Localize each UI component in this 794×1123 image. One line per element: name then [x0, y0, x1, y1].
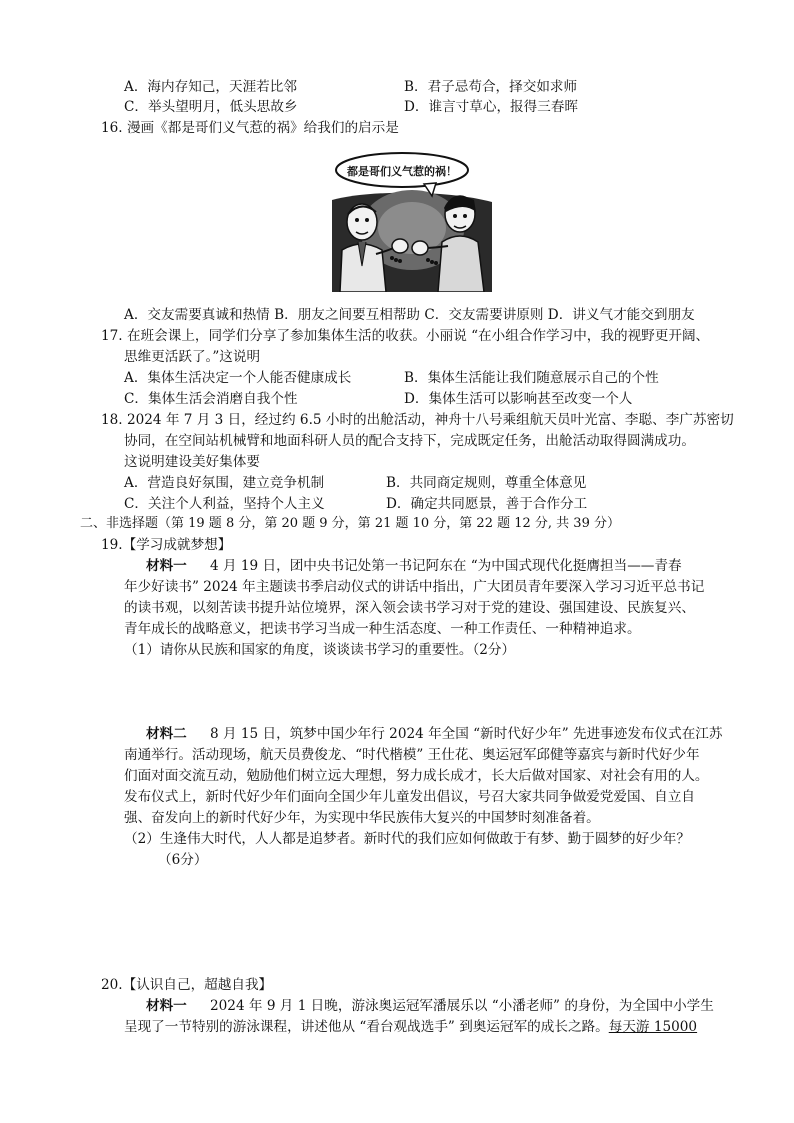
q18-option-d: D．确定共同愿景，善于合作分工: [386, 496, 588, 512]
q19-question-2-line-1: （2）生逢伟大时代，人人都是追梦者。新时代的我们应如何做敢于有梦、勤于圆梦的好少年？: [124, 831, 690, 847]
q18-stem-line-2: 协同，在空间站机械臂和地面科研人员的配合支持下，完成既定任务，出舱活动取得圆满成功。: [124, 433, 695, 449]
q18-stem-line-3: 这说明建设美好集体要: [124, 454, 260, 470]
q19-question-1: （1）请你从民族和国家的角度，谈谈读书学习的重要性。（2分）: [124, 642, 516, 658]
q20-material-one-line-2-text: 呈现了一节特别的游泳课程，讲述他从 “看台观战选手” 到奥运冠军的成长之路。: [124, 1019, 609, 1035]
q15-option-c: C．举头望明月，低头思故乡: [124, 99, 298, 115]
q17-stem-line-2: 思维更活跃了。”这说明: [124, 349, 261, 365]
q18-option-b: B．共同商定规则，尊重全体意见: [386, 475, 587, 491]
q18-option-a: A．营造良好氛围，建立竞争机制: [124, 475, 325, 491]
q18-option-c: C．关注个人利益，坚持个人主义: [124, 496, 325, 512]
q20-material-one-line-1: 2024 年 9 月 1 日晚，游泳奥运冠军潘展乐以 “小潘老师” 的身份，为全国中小学生: [210, 998, 714, 1014]
q20-material-one-label: 材料一: [146, 998, 187, 1014]
q19-material-one-line-1: 4 月 19 日，团中央书记处第一书记阿东在 “为中国式现代化挺膺担当——青春: [210, 558, 682, 574]
q19-material-one-line-3: 的读书观，以刻苦读书提升站位境界，深入领会读书学习对于党的建设、强国建设、民族复兴、: [124, 600, 695, 616]
q19-question-2-line-2: （6分）: [158, 852, 208, 868]
cartoon-illustration: [328, 150, 496, 292]
q17-option-b: B．集体生活能让我们随意展示自己的个性: [404, 370, 659, 386]
q19-material-two-line-4: 发布仪式上，新时代好少年们面向全国少年儿童发出倡议，号召大家共同争做爱党爱国、自立自: [124, 789, 695, 805]
q19-material-two-line-2: 南通举行。活动现场，航天员费俊龙、“时代楷模” 王仕花、奥运冠军邱健等嘉宾与新时代好少年: [124, 747, 700, 763]
q19-material-two-label: 材料二: [146, 726, 187, 742]
q19-material-one-line-2: 年少好读书” 2024 年主题读书季启动仪式的讲话中指出，广大团员青年要深入学习习近平总书记: [124, 579, 705, 595]
q20-underlined-text: 每天游 15000: [608, 1019, 698, 1035]
q17-option-c: C．集体生活会消磨自我个性: [124, 391, 298, 407]
q17-option-a: A．集体生活决定一个人能否健康成长: [124, 370, 352, 386]
q15-option-b: B．君子忌苟合，择交如求师: [404, 79, 578, 95]
q19-title: 19.【学习成就梦想】: [101, 537, 232, 553]
section-two-heading: 二、非选择题（第 19 题 8 分，第 20 题 9 分，第 21 题 10 分，第 22 题 12 分, 共 39 分）: [80, 516, 620, 531]
q19-material-two-line-1: 8 月 15 日，筑梦中国少年行 2024 年全国 “新时代好少年” 先进事迹发布仪式在江苏: [210, 726, 723, 742]
q17-option-d: D．集体生活可以影响甚至改变一个人: [404, 391, 633, 407]
q16-stem: 16. 漫画《都是哥们义气惹的祸》给我们的启示是: [101, 120, 399, 136]
q15-option-d: D．谁言寸草心，报得三春晖: [404, 99, 579, 115]
q18-stem-line-1: 18. 2024 年 7 月 3 日，经过约 6.5 小时的出舱活动，神舟十八号乘组航天员叶光富、李聪、李广苏密切: [101, 412, 734, 428]
q17-stem-line-1: 17. 在班会课上，同学们分享了参加集体生活的收获。小丽说 “在小组合作学习中，我的视野更开阔、: [101, 328, 710, 344]
q16-options: A．交友需要真诚和热情 B．朋友之间要互相帮助 C．交友需要讲原则 D．讲义气才能交到朋友: [124, 307, 695, 323]
q19-material-one-line-4: 青年成长的战略意义，把读书学习当成一种生活态度、一种工作责任、一种精神追求。: [124, 621, 641, 637]
q19-material-one-label: 材料一: [146, 558, 187, 574]
q20-title: 20.【认识自己，超越自我】: [101, 977, 273, 993]
q19-material-two-line-3: 们面对面交流互动，勉励他们树立远大理想，努力成长成才，长大后做对国家、对社会有用的人。: [124, 768, 709, 784]
cartoon-speech-bubble: 都是哥们义气惹的祸！: [347, 165, 457, 178]
q20-material-one-line-2: [124, 1017, 697, 1037]
q15-option-a: A．海内存知己，天涯若比邻: [124, 79, 297, 95]
q19-material-two-line-5: 强、奋发向上的新时代好少年，为实现中华民族伟大复兴的中国梦时刻准备着。: [124, 810, 600, 826]
